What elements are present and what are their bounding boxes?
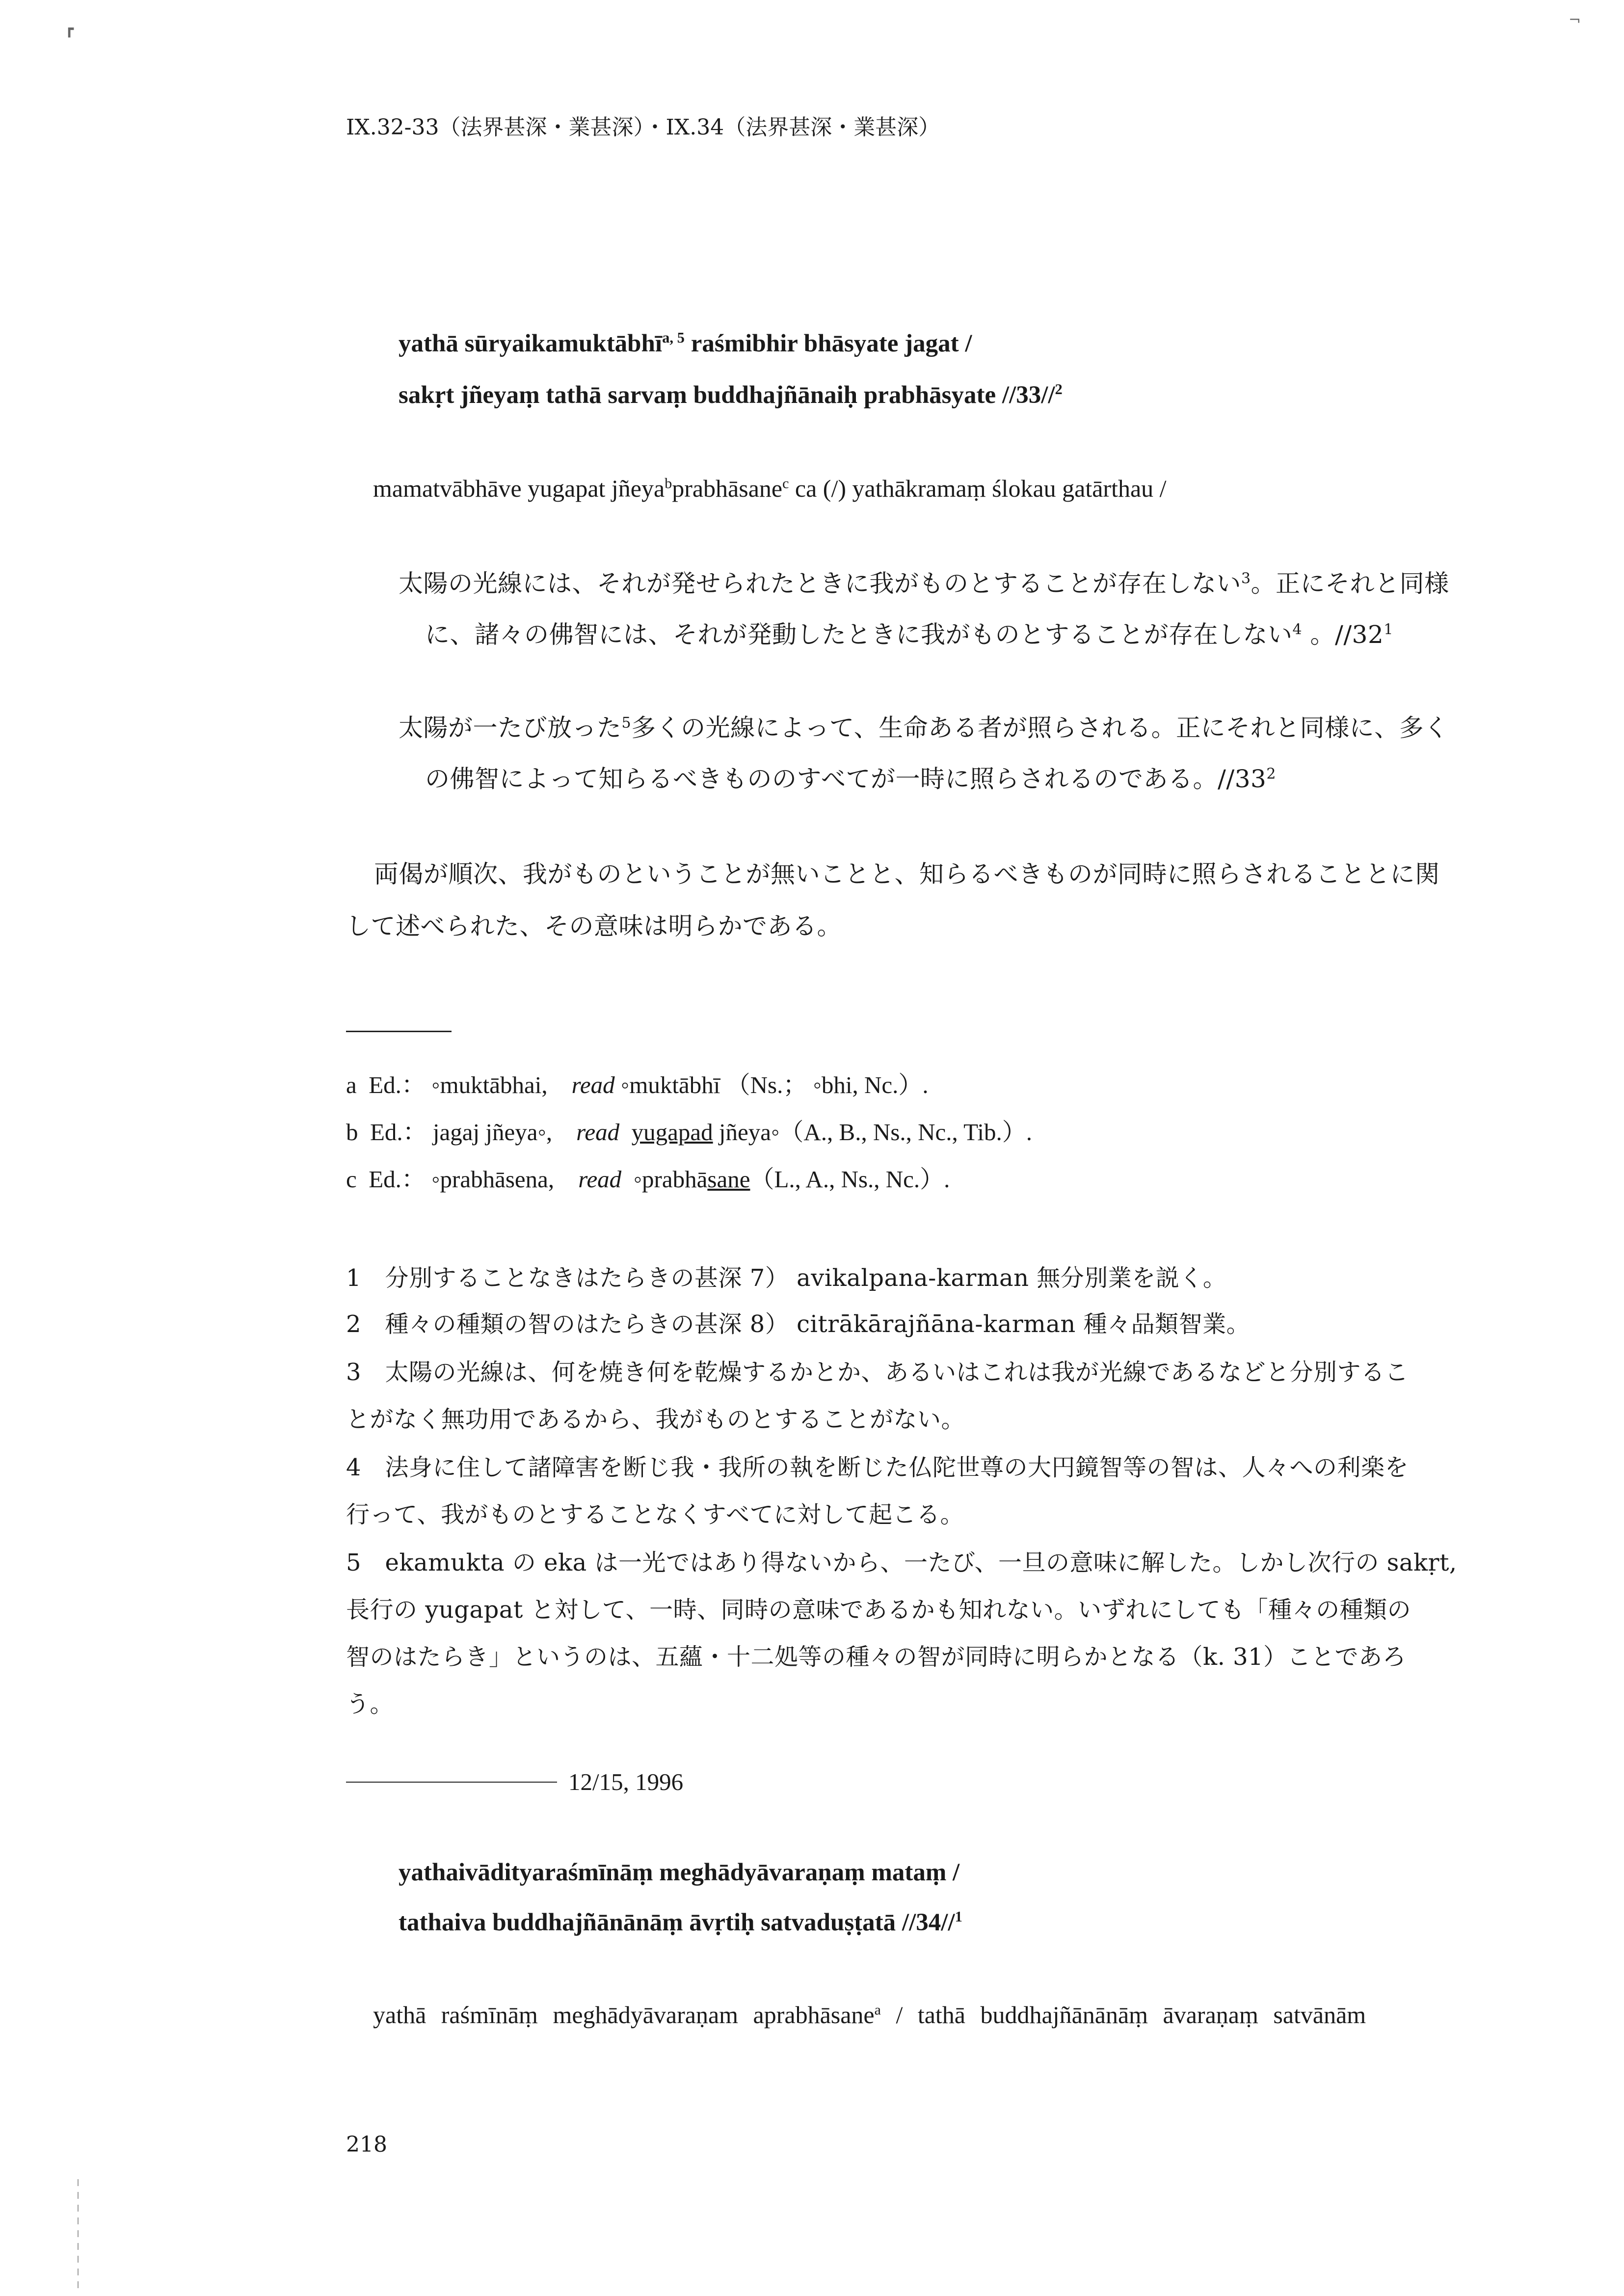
footnote: とがなく無功用であるから、我がものとすることがない。 [346,1406,965,1433]
verse-line: sakṛt jñeyaṃ tathā sarvaṃ buddhajñānaiḥ prabhāsyate //33//$^2$ [399,381,1063,409]
footnote: 行って、我がものとすることなくすべてに対して起こる。 [346,1501,964,1528]
footnote: う。 [346,1690,394,1718]
verse-line: yathaivādityaraśmīnāṃ meghādyāvaraṇaṃ mataṃ / [399,1859,960,1886]
text-note: a Ed.： ◦muktābhai, read ◦muktābhī （Ns.； ◦bhi, Nc.）. [346,1071,929,1098]
text-note: c Ed.： ◦prabhāsena, read ◦prabhāsane（L., A., Ns., Nc.）. [346,1166,950,1193]
verse-line: yathā sūryaikamuktābhī$^{a, 5}$ raśmibhir bhāsyate jagat / [399,329,972,357]
scan-edge-mark [78,2179,79,2292]
translation-line: の佛智によって知らるべきもののすべてが一時に照らされるのである。$//33^2$ [425,765,1276,793]
translation-line: 太陽の光線には、それが発せられたときに我がものとすることが存在しない$^3$。正にそれと同様 [399,569,1449,598]
commentary-line: して述べられた、その意味は明らかである。 [346,912,842,940]
corner-mark: ┏ [65,21,74,38]
date-stamp: 12/15, 1996 [568,1768,684,1795]
footnote: 3 太陽の光線は、何を焼き何を乾燥するかとか、あるいはこれは我が光線であるなどと分別するこ [346,1359,1409,1386]
translation-line: 太陽が一たび放った$^5$多くの光線によって、生命ある者が照らされる。正にそれと同様に、多く [399,714,1449,742]
sanskrit-prose: yathā raśmīnāṃ meghādyāvaraṇam aprabhāsane$^a$ / tathā buddhajñānānāṃ āvaraṇaṃ satvānām [373,2001,1366,2029]
footnote: 智のはたらき」というのは、五蘊・十二処等の種々の智が同時に明らかとなる（k. 31）ことであろ [346,1643,1407,1671]
footnote: 長行の yugapat と対して、一時、同時の意味であるかも知れない。いずれにしても「種々の種類の [346,1596,1411,1624]
page-number: 218 [346,2132,387,2157]
translation-line: に、諸々の佛智には、それが発動したときに我がものとすることが存在しない$^4$ 。$//32^1$ [425,620,1393,649]
footnote: 4 法身に住して諸障害を断じ我・我所の執を断じた仏陀世尊の大円鏡智等の智は、人々への利楽を [346,1454,1409,1481]
footnote-rule [346,1031,452,1032]
sanskrit-prose: mamatvābhāve yugapat jñeya$^b$prabhāsane$^c$ ca (/) yathākramaṃ ślokau gatārthau / [373,475,1167,502]
footnote: 2 種々の種類の智のはたらきの甚深 8） citrākārajñāna-karman 種々品類智業。 [346,1310,1251,1338]
commentary-line: 両偈が順次、我がものということが無いことと、知らるべきものが同時に照らされることとに関 [374,860,1440,888]
running-header: IX.32-33（法界甚深・業甚深）・IX.34（法界甚深・業甚深） [346,115,940,140]
text-note: b Ed.： jagaj jñeya◦, read yugapad jñeya◦（A., B., Ns., Nc., Tib.）. [346,1119,1032,1146]
corner-mark: ¬ [1569,12,1581,29]
date-rule [346,1782,557,1783]
verse-line: tathaiva buddhajñānānāṃ āvṛtiḥ satvaduṣṭatā //34//$^1$ [399,1908,962,1936]
footnote: 1 分別することなきはたらきの甚深 7） avikalpana-karman 無分別業を説く。 [346,1264,1227,1292]
footnote: 5 ekamukta の eka は一光ではあり得ないから、一たび、一旦の意味に解した。しかし次行の sakṛt, [346,1549,1457,1576]
